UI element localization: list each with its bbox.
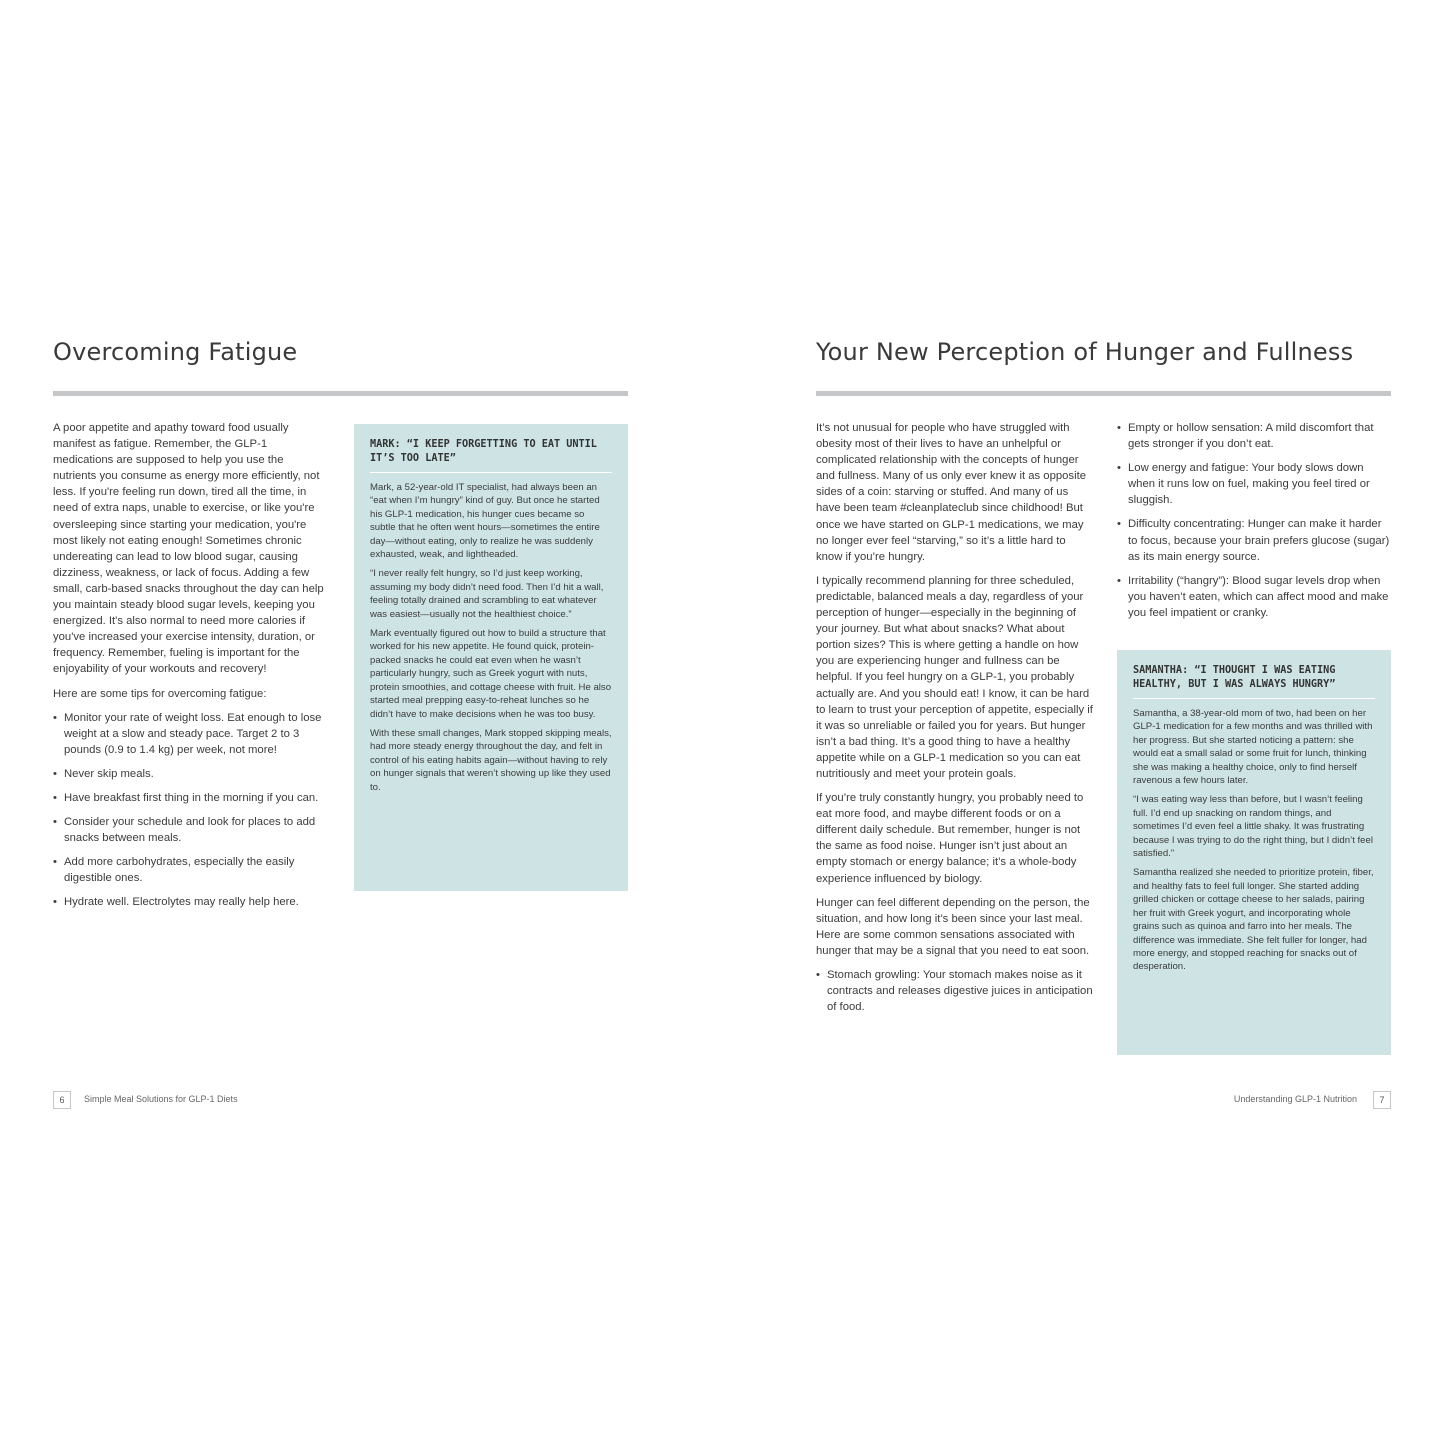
body-paragraph: If you’re truly constantly hungry, you probably need to eat more food, and maybe different foods or on a different daily schedule. But remember, hunger is not the same as food noise. Hunger isn’t just about an empty stomach or energy balance; it’s a whole-body experience influenced by biology.: [816, 792, 1084, 885]
sidebar-paragraph: “I never really felt hungry, so I’d just keep working, assuming my body didn’t need food. Then I’d hit a wall, feeling totally drained and scrambling to eat whatever was easiest—usually not the healthiest choice.”: [370, 568, 604, 620]
list-item: • Empty or hollow sensation: A mild discomfort that gets stronger if you don’t eat.: [1117, 420, 1391, 452]
list-item: • Have breakfast first thing in the morning if you can.: [53, 790, 325, 806]
sidebar-body: [1133, 707, 1375, 974]
sidebar-paragraph: Samantha realized she needed to prioritize protein, fiber, and healthy fats to feel full longer. She started adding grilled chicken or cottage cheese to her salads, pairing her fruit with Greek yogurt, and incorporating whole grains such as quinoa and farro into her meals. The difference was immediate. She felt fuller for longer, had more energy, and stopped reaching for snacks out of desperation.: [1133, 867, 1374, 973]
second-column: [1117, 420, 1391, 629]
hunger-signs-list-continued: [1117, 420, 1391, 621]
sidebar-body: [370, 481, 612, 794]
sidebar-title: MARK: “I KEEP FORGETTING TO EAT UNTIL IT’S TOO LATE”: [370, 439, 597, 464]
left-page: [0, 0, 722, 1445]
hunger-signs-list: [816, 967, 1093, 1015]
list-item: • Hydrate well. Electrolytes may really help here.: [53, 894, 325, 910]
tips-list: [53, 710, 325, 911]
list-item: • Consider your schedule and look for places to add snacks between meals.: [53, 814, 325, 846]
page-number: 6: [53, 1091, 71, 1109]
list-item: • Add more carbohydrates, especially the easily digestible ones.: [53, 854, 325, 886]
heading-rule: [53, 391, 628, 396]
list-item: • Irritability (“hangry”): Blood sugar levels drop when you haven’t eaten, which can affect mood and make you feel impatient or cranky.: [1117, 573, 1391, 621]
sidebar-title: SAMANTHA: “I THOUGHT I WAS EATING HEALTHY, BUT I WAS ALWAYS HUNGRY”: [1133, 665, 1336, 690]
body-paragraph: It’s not unusual for people who have struggled with obesity most of their lives to have an unhelpful or complicated relationship with the concepts of hunger and fullness. Many of us only ever knew it as opposite sides of a coin: starving or stuffed. And many of us have been team #cleanplateclub since childhood! But once we have started on GLP-1 medications, we may no longer ever feel “starving,” so it’s a little hard to know if you’re hungry.: [816, 422, 1087, 563]
list-item: • Monitor your rate of weight loss. Eat enough to lose weight at a slow and steady pace. Target 2 to 3 pounds (0.9 to 1.4 kg) per week, not more!: [53, 710, 325, 758]
main-column: [53, 420, 325, 919]
sidebar-paragraph: Samantha, a 38-year-old mom of two, had been on her GLP-1 medication for a few months and was thrilled with her progress. But she started noticing a pattern: she would eat a small salad or some fruit for lunch, thinking she was making a healthy choice, only to find herself ravenous a few hours later.: [1133, 708, 1373, 787]
list-item: • Never skip meals.: [53, 766, 325, 782]
running-footer: Simple Meal Solutions for GLP-1 Diets: [84, 1094, 238, 1104]
page-number: 7: [1373, 1091, 1391, 1109]
sidebar-paragraph: Mark, a 52-year-old IT specialist, had always been an “eat when I’m hungry” kind of guy. But once he started his GLP-1 medication, his hunger cues became so subtle that he often went hours—sometimes the entire day—without eating, only to realize he was suddenly exhausted, weak, and lightheaded.: [370, 482, 600, 561]
case-study-sidebar: [1117, 650, 1391, 1055]
list-item: • Difficulty concentrating: Hunger can make it harder to focus, because your brain prefers glucose (sugar) as its main energy source.: [1117, 516, 1391, 564]
main-column: [816, 420, 1093, 1023]
sidebar-paragraph: With these small changes, Mark stopped skipping meals, had more steady energy throughout the day, and felt in control of his eating habits again—without having to rely on hunger signals that weren’t showing up like they used to.: [370, 727, 612, 793]
page-heading: Your New Perception of Hunger and Fullness: [816, 338, 1354, 366]
sidebar-paragraph: Mark eventually figured out how to build a structure that worked for his new appetite. He found quick, protein-packed snacks he could eat even when he wasn’t particularly hungry, such as Greek yogurt with nuts, protein smoothies, and cottage cheese with fruit. He also started meal prepping easy-to-reheat lunches so he didn’t have to make decisions when he was too busy.: [370, 628, 612, 720]
intro-paragraph: A poor appetite and apathy toward food usually manifest as fatigue. Remember, the GLP-1 medications are supposed to help you use the nutrients you consume as energy more efficiently, not less. If you're feeling run down, tired all the time, in need of extra naps, unable to exercise, or like you're oversleeping since starting your medication, you're most likely not eating enough! Sometimes chronic undereating can lead to low blood sugar, causing dizziness, weakness, or lack of focus. Adding a few small, carb-based snacks throughout the day can help you maintain steady blood sugar levels, keeping you energized. It's also normal to need more calories if you've increased your exercise intensity, duration, or frequency. Remember, fueling is important for the enjoyability of your workouts and recovery!: [53, 422, 324, 676]
list-item: • Stomach growling: Your stomach makes noise as it contracts and releases digestive juices in anticipation of food.: [816, 967, 1093, 1015]
body-paragraph: Hunger can feel different depending on the person, the situation, and how long it’s been since your last meal. Here are some common sensations associated with hunger that may be a signal that you need to eat soon.: [816, 896, 1090, 957]
right-page: [722, 0, 1445, 1445]
sidebar-paragraph: “I was eating way less than before, but I wasn’t feeling full. I’d end up snacking on random things, and sometimes I’d even feel a little shaky. It was frustrating because I was trying to do the right thing, but I didn’t feel satisfied.”: [1133, 794, 1373, 860]
list-item: • Low energy and fatigue: Your body slows down when it runs low on fuel, making you feel tired or sluggish.: [1117, 460, 1391, 508]
sidebar-divider: [370, 472, 612, 473]
heading-rule: [816, 391, 1391, 396]
sidebar-divider: [1133, 698, 1375, 699]
body-paragraph: I typically recommend planning for three scheduled, predictable, balanced meals a day, regardless of your perception of hunger—especially in the beginning of your journey. But what about snacks? What about portion sizes? This is where getting a handle on how you are experiencing hunger and fullness can be helpful. If you feel hungry on a GLP-1, you probably actually are. And you should eat! I know, it can be hard to learn to trust your perception of appetite, especially if it was so unreliable or failed you for years. But hunger isn’t a bad thing. It’s a good thing to have a healthy appetite while on a GLP-1 medication so you can eat nutritiously and meet your protein goals.: [816, 574, 1093, 780]
page-heading: Overcoming Fatigue: [53, 338, 298, 366]
case-study-sidebar: [354, 424, 628, 891]
tips-intro: Here are some tips for overcoming fatigue:: [53, 687, 267, 700]
running-footer: Understanding GLP-1 Nutrition: [1233, 1094, 1357, 1104]
